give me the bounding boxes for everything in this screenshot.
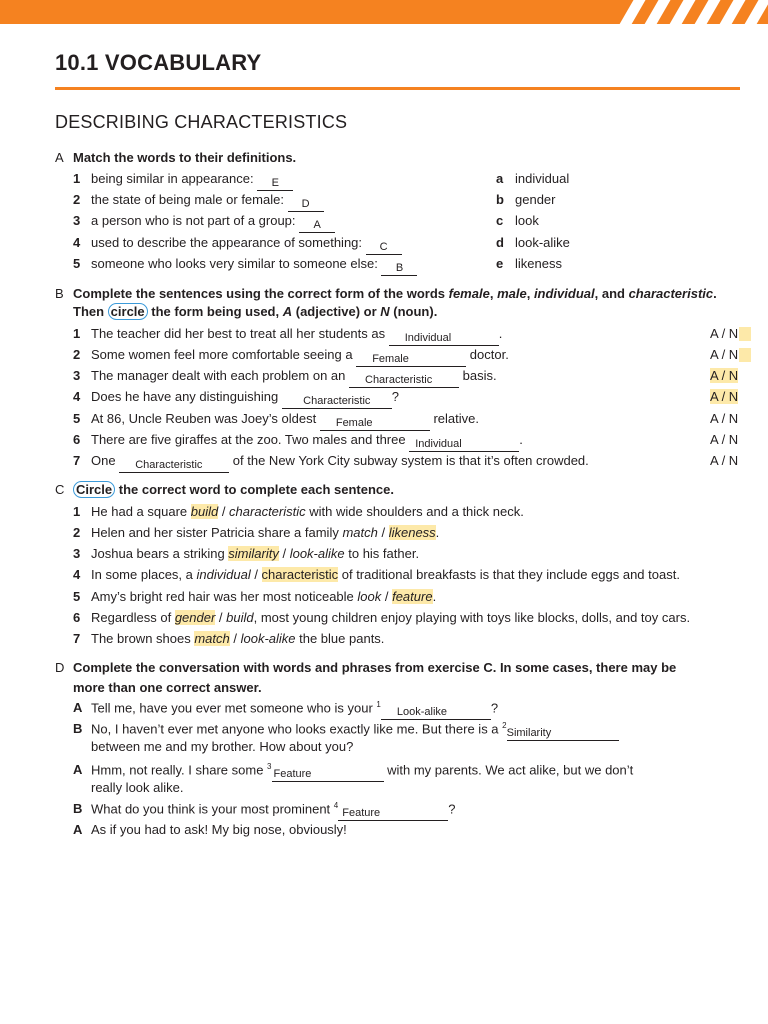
section-b-item: Some women feel more comfortable seeing a Female doctor. bbox=[91, 347, 509, 365]
adjective-noun-choice[interactable]: A / N bbox=[710, 368, 739, 383]
section-a-item: used to describe the appearance of something: C bbox=[91, 235, 402, 252]
header-stripe bbox=[692, 0, 721, 24]
word-choice[interactable]: characteristic bbox=[229, 504, 306, 519]
answer-field[interactable]: Female bbox=[320, 417, 430, 431]
item-number: 5 bbox=[73, 589, 81, 604]
section-b-item: The teacher did her best to treat all her students as Individual . bbox=[91, 326, 503, 344]
speaker-label: A bbox=[73, 822, 83, 837]
item-number: 2 bbox=[73, 525, 81, 540]
item-number: 5 bbox=[73, 256, 81, 271]
section-c-instruction: Circle the correct word to complete each sentence. bbox=[73, 482, 394, 497]
adjective-noun-choice[interactable]: A / N bbox=[710, 453, 739, 468]
word-choice[interactable]: gender bbox=[174, 610, 216, 625]
circled-word: circle bbox=[108, 303, 148, 320]
item-number: 3 bbox=[73, 368, 81, 383]
section-a-item: a person who is not part of a group: A bbox=[91, 213, 335, 230]
word-choice[interactable]: match bbox=[342, 525, 378, 540]
circled-word: Circle bbox=[73, 481, 115, 498]
adjective-noun-choice[interactable]: A / N bbox=[710, 411, 739, 426]
section-b-item: One Characteristic of the New York City subway system is that it’s often crowded. bbox=[91, 453, 589, 471]
item-number: 7 bbox=[73, 631, 81, 646]
item-number: 4 bbox=[73, 567, 81, 582]
option-letter: e bbox=[496, 256, 504, 271]
header-stripe bbox=[642, 0, 671, 24]
item-number: 4 bbox=[73, 389, 81, 404]
section-c-item: Amy’s bright red hair was her most noticeable look / feature. bbox=[91, 589, 437, 604]
section-b-instruction: Complete the sentences using the correct form of the words female, male, individual, and characteristic. bbox=[73, 286, 717, 301]
section-heading: DESCRIBING CHARACTERISTICS bbox=[55, 112, 348, 132]
section-b-instruction-2: Then circle the form being used, A (adjective) or N (noun). bbox=[73, 304, 438, 319]
section-b-letter: B bbox=[55, 286, 64, 301]
item-number: 1 bbox=[73, 171, 81, 186]
header-stripe bbox=[617, 0, 646, 24]
dialogue-line: Tell me, have you ever met someone who is your $^1$Look-alike ? bbox=[91, 700, 499, 719]
speaker-label: B bbox=[73, 721, 83, 736]
option-word: look bbox=[515, 213, 539, 228]
answer-field[interactable]: C bbox=[366, 241, 402, 255]
section-c-item: The brown shoes match / look-alike the blue pants. bbox=[91, 631, 385, 646]
answer-field[interactable]: Characteristic bbox=[349, 374, 459, 388]
header-stripe bbox=[742, 0, 768, 24]
item-number: 6 bbox=[73, 610, 81, 625]
answer-field[interactable]: Characteristic bbox=[119, 459, 229, 473]
item-number: 6 bbox=[73, 432, 81, 447]
option-word: individual bbox=[515, 171, 570, 186]
section-b-item: There are five giraffes at the zoo. Two males and three Individual . bbox=[91, 432, 523, 450]
answer-field[interactable]: Similarity bbox=[507, 727, 619, 741]
section-d-instruction: Complete the conversation with words and phrases from exercise C. In some cases, there may be bbox=[73, 660, 677, 675]
section-a-item: someone who looks very similar to someone else: B bbox=[91, 256, 417, 273]
speaker-label: A bbox=[73, 700, 83, 715]
answer-field[interactable]: A bbox=[299, 219, 335, 233]
section-d-letter: D bbox=[55, 660, 65, 675]
answer-field[interactable]: Feature bbox=[338, 807, 448, 821]
option-letter: c bbox=[496, 213, 504, 228]
word-choice[interactable]: look bbox=[357, 589, 382, 604]
answer-field[interactable]: E bbox=[257, 177, 293, 191]
answer-field[interactable]: Characteristic bbox=[282, 395, 392, 409]
word-choice[interactable]: feature bbox=[392, 589, 433, 604]
item-number: 1 bbox=[73, 504, 81, 519]
dialogue-line: As if you had to ask! My big nose, obviously! bbox=[91, 822, 347, 837]
item-number: 1 bbox=[73, 326, 81, 341]
dialogue-line: What do you think is your most prominent $^4$Feature ? bbox=[91, 801, 456, 820]
section-b-item: At 86, Uncle Reuben was Joey’s oldest Female relative. bbox=[91, 411, 479, 429]
option-letter: b bbox=[496, 192, 504, 207]
answer-field[interactable]: B bbox=[381, 262, 417, 276]
answer-field[interactable]: Female bbox=[356, 353, 466, 367]
highlight-mark bbox=[739, 327, 751, 341]
word-choice[interactable]: build bbox=[190, 504, 219, 519]
answer-field[interactable]: Feature bbox=[272, 768, 384, 782]
item-number: 7 bbox=[73, 453, 81, 468]
option-word: look-alike bbox=[515, 235, 570, 250]
word-choice[interactable]: match bbox=[194, 631, 230, 646]
dialogue-line-continued: between me and my brother. How about you? bbox=[91, 739, 354, 754]
dialogue-line: No, I haven’t ever met anyone who looks exactly like me. But there is a $^2$Similarity bbox=[91, 721, 619, 738]
item-number: 2 bbox=[73, 192, 81, 207]
adjective-noun-choice[interactable]: A / N bbox=[710, 326, 739, 341]
item-number: 2 bbox=[73, 347, 81, 362]
option-word: gender bbox=[515, 192, 556, 207]
header-bar bbox=[0, 0, 768, 24]
adjective-noun-choice[interactable]: A / N bbox=[710, 347, 739, 362]
answer-field[interactable]: Look-alike bbox=[381, 706, 491, 720]
word-choice[interactable]: build bbox=[226, 610, 254, 625]
section-c-item: Joshua bears a striking similarity / look-alike to his father. bbox=[91, 546, 420, 561]
section-c-item: He had a square build / characteristic with wide shoulders and a thick neck. bbox=[91, 504, 524, 519]
section-d-instruction-2: more than one correct answer. bbox=[73, 680, 262, 695]
header-stripe bbox=[667, 0, 696, 24]
word-choice[interactable]: likeness bbox=[388, 525, 436, 540]
dialogue-line-continued: really look alike. bbox=[91, 780, 184, 795]
word-choice[interactable]: characteristic bbox=[261, 567, 339, 582]
answer-field[interactable]: D bbox=[288, 198, 324, 212]
word-choice[interactable]: look-alike bbox=[240, 631, 296, 646]
section-c-item: Helen and her sister Patricia share a family match / likeness. bbox=[91, 525, 440, 540]
section-a-letter: A bbox=[55, 150, 64, 165]
speaker-label: A bbox=[73, 762, 83, 777]
highlight-mark bbox=[739, 348, 751, 362]
adjective-noun-choice[interactable]: A / N bbox=[710, 389, 739, 404]
title-rule bbox=[55, 87, 740, 90]
section-b-item: Does he have any distinguishing Characteristic ? bbox=[91, 389, 400, 407]
dialogue-line: Hmm, not really. I share some $^3$Feature with my parents. We act alike, but we don’t bbox=[91, 762, 634, 781]
header-stripe bbox=[717, 0, 746, 24]
option-letter: d bbox=[496, 235, 504, 250]
page-title: 10.1 VOCABULARY bbox=[55, 50, 262, 75]
item-number: 4 bbox=[73, 235, 81, 250]
section-a-item: being similar in appearance: E bbox=[91, 171, 293, 188]
word-choice[interactable]: individual bbox=[196, 567, 251, 582]
speaker-label: B bbox=[73, 801, 83, 816]
section-a-item: the state of being male or female: D bbox=[91, 192, 324, 209]
section-c-item: In some places, a individual / characteristic of traditional breakfasts is that they include eggs and toast. bbox=[91, 567, 680, 582]
option-letter: a bbox=[496, 171, 504, 186]
word-choice[interactable]: similarity bbox=[228, 546, 279, 561]
item-number: 3 bbox=[73, 213, 81, 228]
adjective-noun-choice[interactable]: A / N bbox=[710, 432, 739, 447]
item-number: 5 bbox=[73, 411, 81, 426]
item-number: 3 bbox=[73, 546, 81, 561]
section-b-item: The manager dealt with each problem on an Characteristic basis. bbox=[91, 368, 497, 386]
word-choice[interactable]: look-alike bbox=[289, 546, 345, 561]
option-word: likeness bbox=[515, 256, 562, 271]
answer-field[interactable]: Individual bbox=[389, 332, 499, 346]
section-c-item: Regardless of gender / build, most young children enjoy playing with toys like blocks, dolls, and toy cars. bbox=[91, 610, 691, 625]
section-c-letter: C bbox=[55, 482, 65, 497]
section-a-instruction: Match the words to their definitions. bbox=[73, 150, 297, 165]
answer-field[interactable]: Individual bbox=[409, 438, 519, 452]
